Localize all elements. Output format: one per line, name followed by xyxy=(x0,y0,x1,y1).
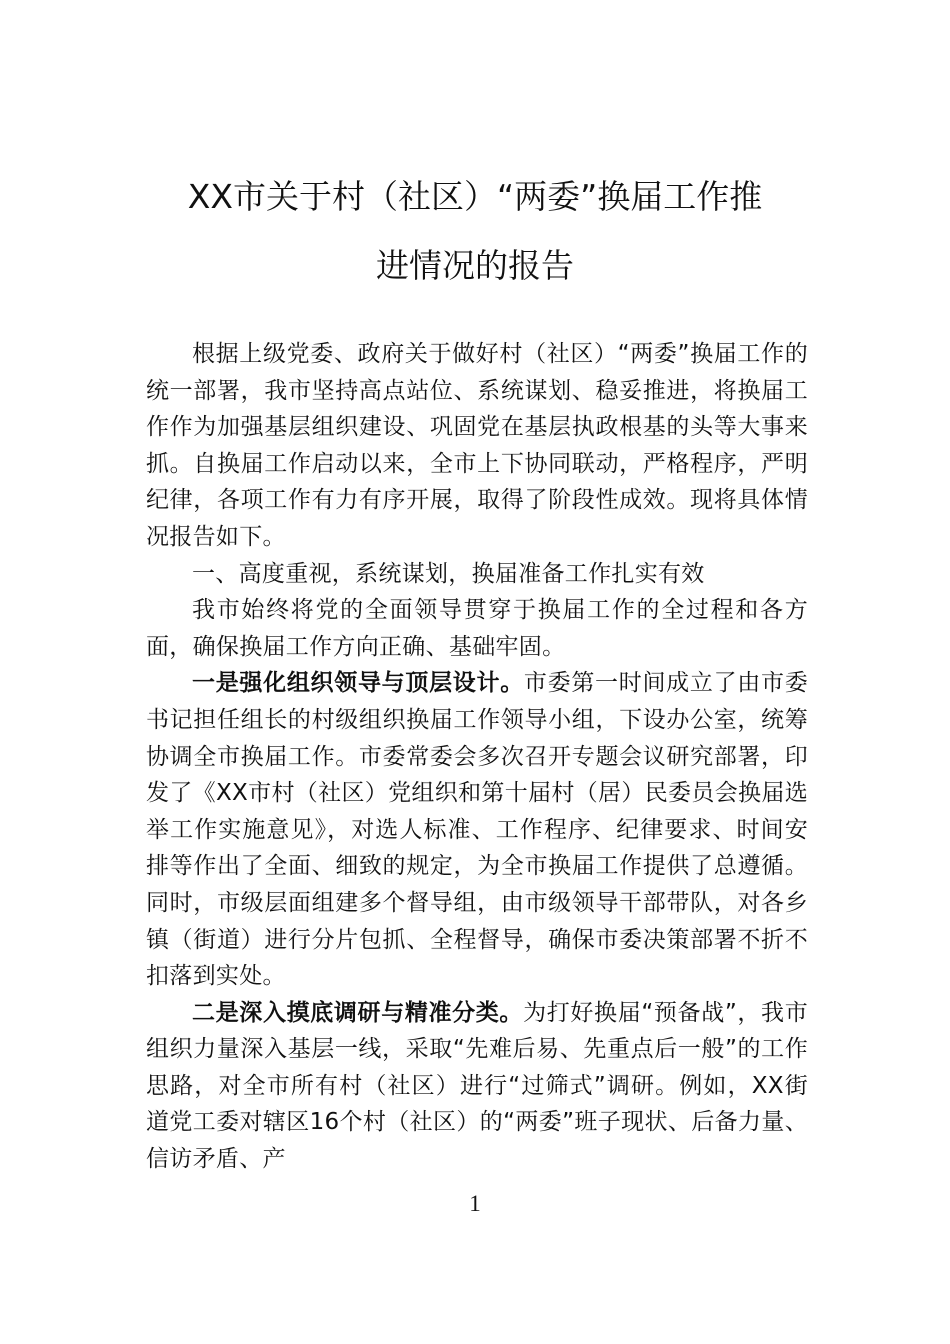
page-number: 1 xyxy=(469,1191,481,1216)
point-1-lead: 一是强化组织领导与顶层设计。 xyxy=(192,670,524,697)
point-1-paragraph xyxy=(146,665,808,994)
document-body xyxy=(146,336,808,1178)
point-2-paragraph xyxy=(146,995,808,1178)
document-title-line-2: 进情况的报告 xyxy=(376,246,574,285)
intro-paragraph: 根据上级党委、政府关于做好村（社区）“两委”换届工作的统一部署，我市坚持高点站位、系统谋划、稳妥推进，将换届工作作为加强基层组织建设、巩固党在基层执政根基的头等大事来抓。自换届工作启动以来，全市上下协同联动，严格程序，严明纪律，各项工作有力有序开展，取得了阶段性成效。现将具体情况报告如下。 xyxy=(146,341,808,550)
point-1-body: 市委第一时间成立了由市委书记担任组长的村级组织换届工作领导小组，下设办公室，统筹协调全市换届工作。市委常委会多次召开专题会议研究部署，印发了《XX市村（社区）党组织和第十届村（居）民委员会换届选举工作实施意见》，对选人标准、工作程序、纪律要求、时间安排等作出了全面、细致的规定，为全市换届工作提供了总遵循。同时，市级层面组建多个督导组，由市级领导干部带队，对各乡镇（街道）进行分片包抓、全程督导，确保市委决策部署不折不扣落到实处。 xyxy=(146,670,808,990)
section-heading: 一、高度重视，系统谋划，换届准备工作扎实有效 xyxy=(192,560,705,587)
point-2-body: 为打好换届“预备战”，我市组织力量深入基层一线，采取“先难后易、先重点后一般”的工作思路，对全市所有村（社区）进行“过筛式”调研。例如，XX街道党工委对辖区16个村（社区）的“两委”班子现状、后备力量、信访矛盾、产 xyxy=(146,999,809,1173)
document-title-line-1: XX市关于村（社区）“两委”换届工作推 xyxy=(187,177,763,216)
point-2-lead: 二是深入摸底调研与精准分类。 xyxy=(192,999,524,1026)
section-intro-paragraph: 我市始终将党的全面领导贯穿于换届工作的全过程和各方面，确保换届工作方向正确、基础牢固。 xyxy=(146,597,808,660)
